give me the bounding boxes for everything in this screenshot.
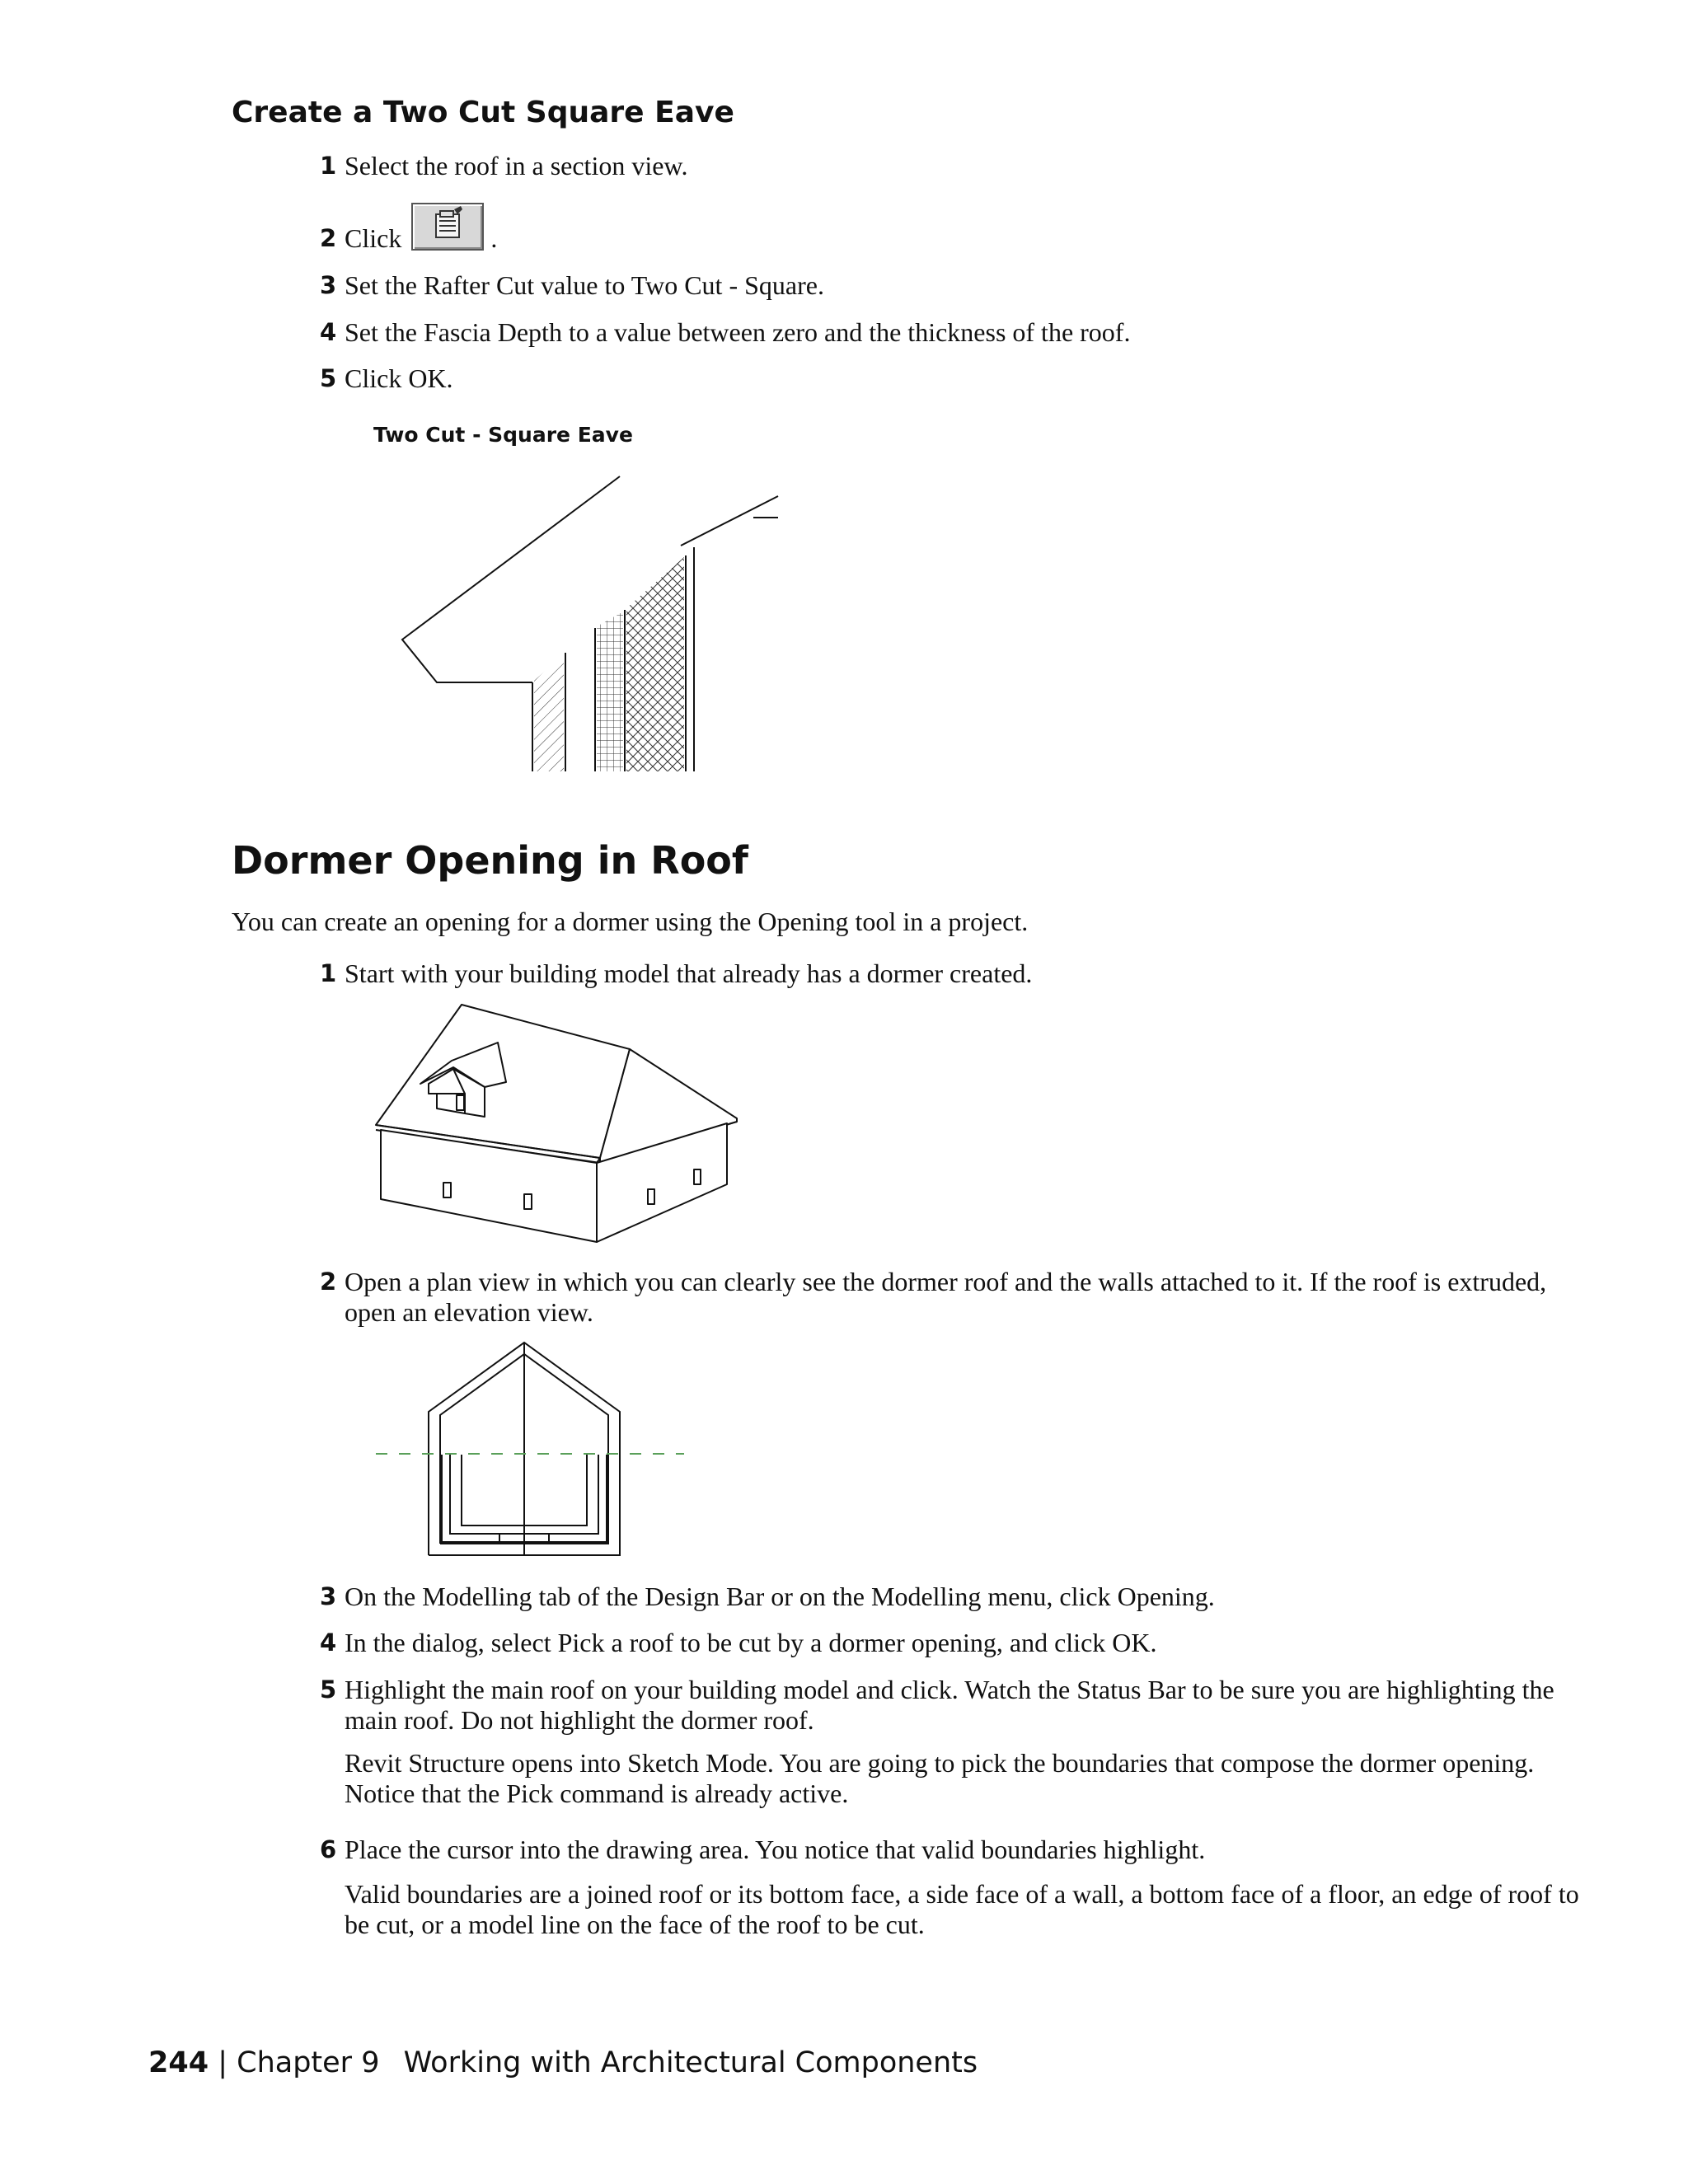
list-item <box>320 203 1597 254</box>
building-dormer-drawing <box>371 1001 742 1249</box>
step-text: Select the roof in a section view. <box>345 151 688 180</box>
list-item <box>320 1267 1597 1328</box>
step-text: Set the Fascia Depth to a value between zero and the thickness of the roof. <box>345 317 1131 347</box>
step-number: 2 <box>320 1268 337 1296</box>
step-number: 5 <box>320 1675 337 1704</box>
step-text: Highlight the main roof on your building model and click. Watch the Status Bar to be sure you are highlighting the main roof. Do not highlight the dormer roof. <box>345 1675 1554 1735</box>
step-text-end: . <box>490 223 498 253</box>
chapter-label: Chapter 9 <box>237 2046 380 2079</box>
step-note: Valid boundaries are a joined roof or its bottom face, a side face of a wall, a bottom face of a floor, an edge of roof to be cut, or a model line on the face of the roof to be cut. <box>345 1879 1579 1939</box>
step-text: On the Modelling tab of the Design Bar or on the Modelling menu, click Opening. <box>345 1582 1215 1611</box>
chapter-title: Working with Architectural Components <box>403 2046 978 2079</box>
footer-separator: | <box>218 2046 227 2079</box>
figure-caption: Two Cut - Square Eave <box>373 423 633 447</box>
step-number: 4 <box>320 1629 337 1657</box>
step-text: Open a plan view in which you can clearly see the dormer roof and the walls attached to it. If the roof is extruded, open an elevation view. <box>345 1267 1547 1327</box>
step-number: 2 <box>320 224 337 252</box>
step-number: 3 <box>320 1582 337 1610</box>
list-item <box>320 1582 1597 1612</box>
list-item <box>320 270 1597 301</box>
properties-icon <box>411 203 484 251</box>
step-number: 4 <box>320 318 337 346</box>
step-text: Place the cursor into the drawing area. You notice that valid boundaries highlight. <box>345 1835 1206 1864</box>
list-item <box>320 151 1597 181</box>
step-text: Click OK. <box>345 363 453 393</box>
eave-section-drawing <box>396 470 783 775</box>
list-item <box>320 363 1597 394</box>
step-text: Click <box>345 223 402 253</box>
section-heading: Create a Two Cut Square Eave <box>232 96 734 129</box>
list-item <box>320 317 1597 348</box>
step-number: 1 <box>320 959 337 987</box>
list-item <box>320 1675 1597 1736</box>
step-text: Start with your building model that already has a dormer created. <box>345 958 1033 988</box>
step-number: 5 <box>320 364 337 392</box>
page-number: 244 <box>148 2046 209 2079</box>
page-footer <box>148 2046 978 2079</box>
dormer-plan-drawing <box>371 1339 692 1562</box>
list-item <box>320 958 1597 989</box>
step-note: Revit Structure opens into Sketch Mode. You are going to pick the boundaries that compose the dormer opening. Notice that the Pick command is already active. <box>345 1748 1535 1808</box>
section-heading: Dormer Opening in Roof <box>232 838 748 883</box>
list-item <box>320 1628 1597 1658</box>
intro-paragraph: You can create an opening for a dormer using the Opening tool in a project. <box>232 907 1029 936</box>
list-item <box>320 1835 1597 1865</box>
step-number: 1 <box>320 152 337 180</box>
step-text: In the dialog, select Pick a roof to be cut by a dormer opening, and click OK. <box>345 1628 1157 1657</box>
step-number: 3 <box>320 271 337 299</box>
step-text: Set the Rafter Cut value to Two Cut - Square. <box>345 270 824 300</box>
step-number: 6 <box>320 1835 337 1863</box>
